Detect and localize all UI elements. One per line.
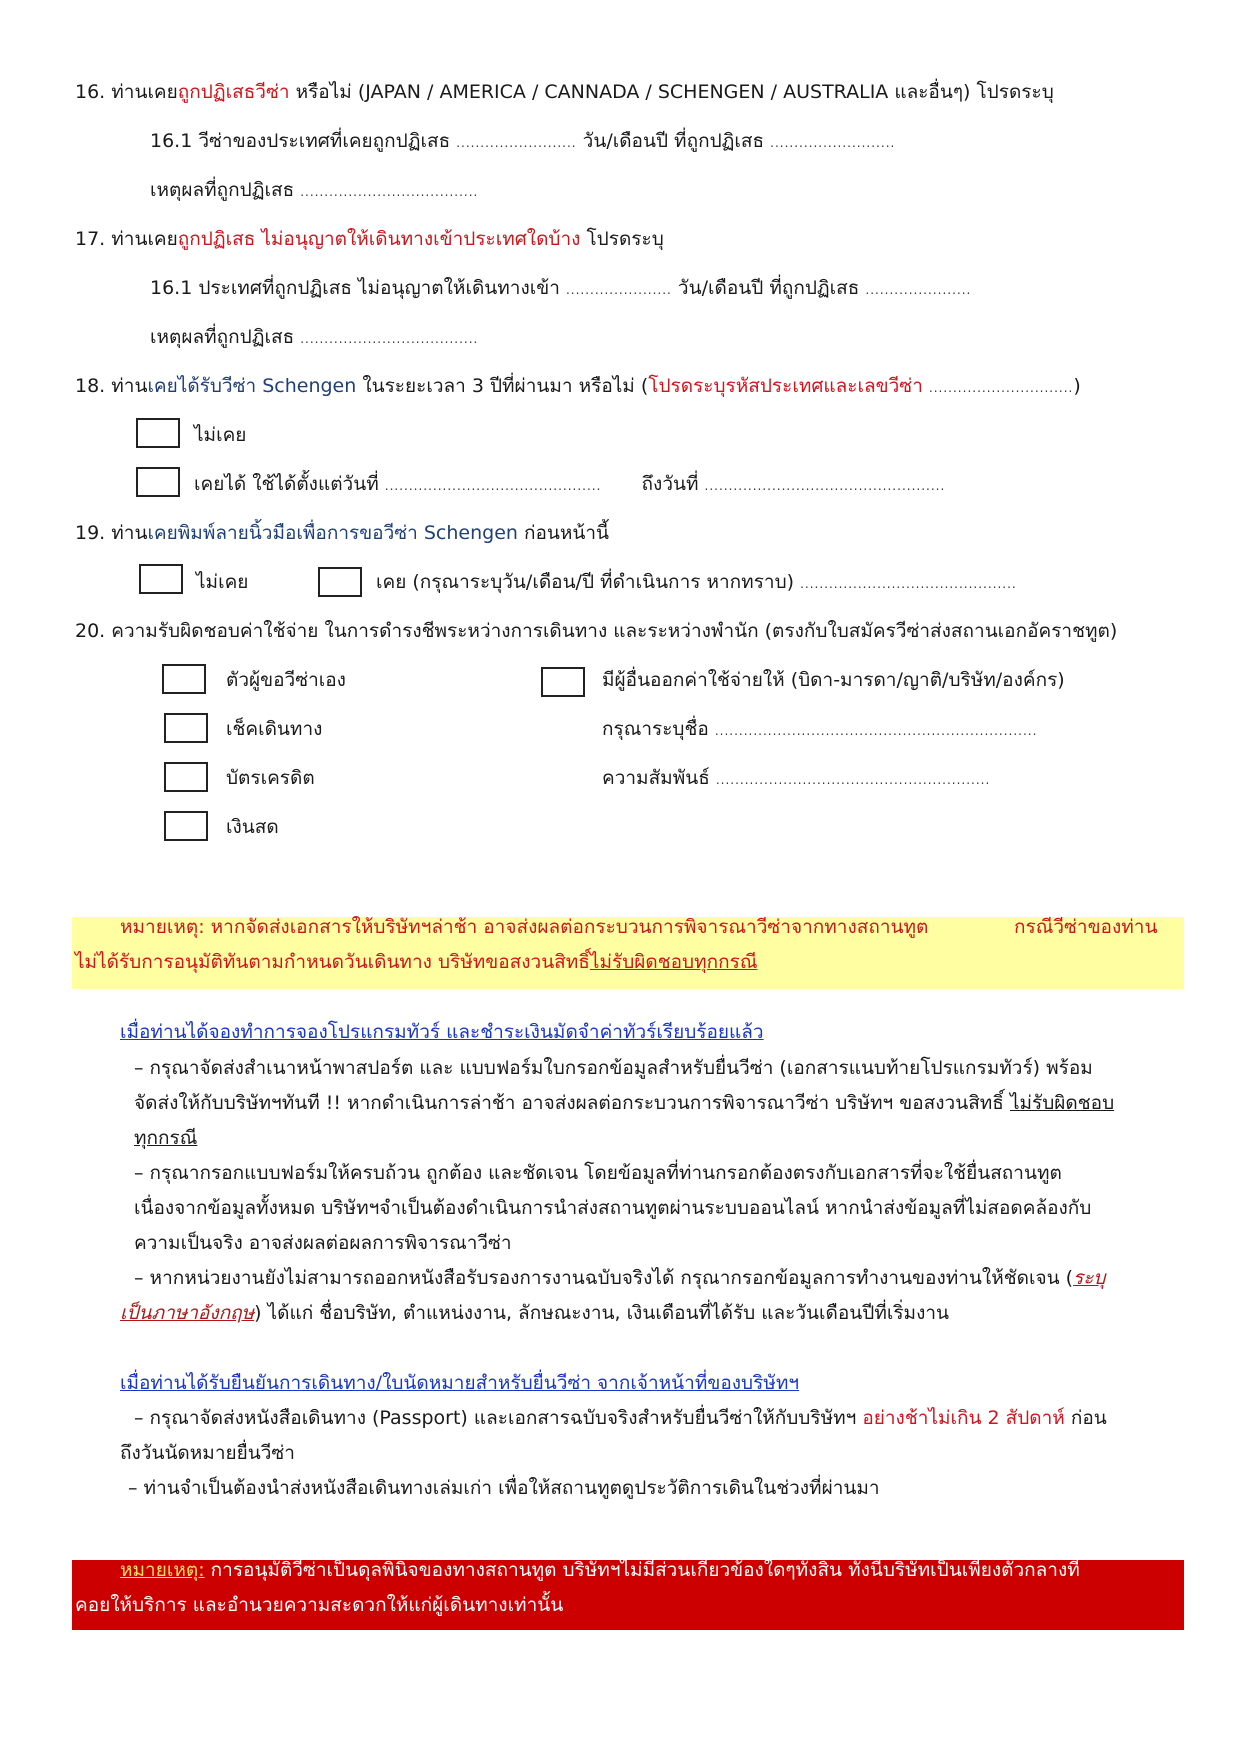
q17-date-label: วัน/เดือนปี ที่ถูกปฏิเสธ bbox=[677, 277, 860, 299]
q16-date-label: วัน/เดือนปี ที่ถูกปฏิเสธ bbox=[582, 130, 765, 152]
q16-prefix: 16. ท่านเคย bbox=[75, 81, 178, 103]
section2-b1-l2: ถึงวันนัดหมายยื่นวีซ่า bbox=[120, 1442, 295, 1464]
q16-country-field[interactable]: ......................... bbox=[456, 136, 577, 150]
q20-self-label: ตัวผู้ขอวีซ่าเอง bbox=[226, 669, 346, 691]
q20-title: 20. ความรับผิดชอบค่าใช้จ่าย ในการดำรงชีพระหว่างการเดินทาง และระหว่างพำนัก (ตรงกับใบสมัครวีซ่าส่งสถานเอกอัคราชทูต) bbox=[75, 620, 1118, 642]
q19-never-checkbox[interactable] bbox=[139, 564, 183, 594]
q20-relation-field[interactable]: ......................................................... bbox=[715, 773, 991, 787]
q18-yes-line bbox=[194, 472, 945, 498]
q17-suffix: โปรดระบุ bbox=[580, 228, 664, 250]
q19-suffix: ก่อนหน้านี้ bbox=[517, 522, 610, 544]
section2-heading[interactable]: เมื่อท่านได้รับยืนยันการเดินทาง/ใบนัดหมายสำหรับยื่นวีซ่า จากเจ้าหน้าที่ของบริษัทฯ bbox=[120, 1372, 800, 1394]
section1-heading[interactable]: เมื่อท่านได้จองทำการจองโปรแกรมทัวร์ และชำระเงินมัดจำค่าทัวร์เรียบร้อยแล้ว bbox=[120, 1021, 764, 1043]
q18-line bbox=[75, 374, 1081, 400]
note2-line1 bbox=[120, 1558, 1080, 1582]
q20-relation-line bbox=[602, 766, 990, 792]
q19-yes-line bbox=[376, 570, 1017, 596]
q18-close: ) bbox=[1073, 375, 1081, 397]
section1-b1-l2 bbox=[134, 1091, 1114, 1115]
q18-prefix: 18. ท่าน bbox=[75, 375, 148, 397]
note1-line2b: ไม่รับผิดชอบทุกกรณี bbox=[589, 951, 758, 973]
q20-cash-checkbox[interactable] bbox=[164, 811, 208, 841]
section1-b3-l1 bbox=[134, 1266, 1106, 1290]
q17-date-field[interactable]: ...................... bbox=[865, 283, 972, 297]
q18-from-field[interactable]: ............................................. bbox=[384, 479, 602, 493]
note1-line1a: หมายเหตุ: หากจัดส่งเอกสารให้บริษัทฯล่าช้า อาจส่งผลต่อกระบวนการพิจารณาวีซ่าจากทางสถานทูต bbox=[120, 916, 929, 938]
q18-to-label: ถึงวันที่ bbox=[641, 473, 699, 495]
section2-b1-l1c: ก่อน bbox=[1064, 1407, 1107, 1429]
section1-b2-l1: – กรุณากรอกแบบฟอร์มให้ครบถ้วน ถูกต้อง และชัดเจน โดยข้อมูลที่ท่านกรอกต้องตรงกับเอกสารที่จะใช้ยื่นสถานทูต bbox=[134, 1162, 1062, 1184]
section1-b3-l1a: – หากหน่วยงานยังไม่สามารถออกหนังสือรับรองการงานฉบับจริงได้ กรุณากรอกข้อมูลการทำงานของท่านให้ชัดเจน ( bbox=[134, 1267, 1074, 1289]
q18-never-checkbox[interactable] bbox=[136, 418, 180, 448]
section1-b2-l2: เนื่องจากข้อมูลทั้งหมด บริษัทฯจำเป็นต้องดำเนินการนำส่งสถานทูตผ่านระบบออนไลน์ หากนำส่งข้อมูลที่ไม่สอดคล้องกับ bbox=[134, 1197, 1092, 1219]
note2-line1-text: การอนุมัติวีซ่าเป็นดุลพินิจของทางสถานทูต บริษัทฯไม่มีส่วนเกี่ยวข้องใดๆทั้งสิ้น ทั้งนี้บริษัทเป็นเพียงตัวกลางที่ bbox=[204, 1559, 1080, 1581]
section2-b1-l1b: อย่างช้าไม่เกิน 2 สัปดาห์ bbox=[862, 1407, 1065, 1429]
q20-relation-label: ความสัมพันธ์ bbox=[602, 767, 710, 789]
q20-other-checkbox[interactable] bbox=[541, 667, 585, 697]
section1-b1-l3: ทุกกรณี bbox=[134, 1127, 198, 1149]
q18-highlight: เคยได้รับวีซ่า Schengen bbox=[147, 375, 357, 397]
q19-yes-label: เคย (กรุณาระบุวัน/เดือน/ปี ที่ดำเนินการ หากทราบ) bbox=[376, 571, 795, 593]
q20-other-label: มีผู้อื่นออกค่าใช้จ่ายให้ (บิดา-มารดา/ญาติ/บริษัท/องค์กร) bbox=[602, 669, 1065, 691]
note1-line1b: กรณีวีซ่าของท่าน bbox=[1014, 916, 1158, 938]
q19-line bbox=[75, 521, 609, 545]
q16-sub1 bbox=[150, 129, 895, 155]
q20-card-checkbox[interactable] bbox=[164, 762, 208, 792]
section2-b1-l1a: – กรุณาจัดส่งหนังสือเดินทาง (Passport) และเอกสารฉบับจริงสำหรับยื่นวีซ่าให้กับบริษัทฯ bbox=[134, 1407, 863, 1429]
q18-red-note: โปรดระบุรหัสประเทศและเลขวีซ่า bbox=[648, 375, 923, 397]
q16-line bbox=[75, 80, 1054, 104]
section2-b1-l1 bbox=[134, 1406, 1107, 1430]
q17-sub1 bbox=[150, 276, 971, 302]
section1-b3-l2 bbox=[120, 1301, 949, 1325]
q17-line bbox=[75, 227, 664, 251]
q17-highlight: ถูกปฏิเสธ ไม่อนุญาตให้เดินทางเข้าประเทศใดบ้าง bbox=[177, 228, 581, 250]
q16-reason bbox=[150, 178, 478, 204]
section1-b1-l2b: ไม่รับผิดชอบ bbox=[1009, 1092, 1115, 1114]
q17-prefix: 17. ท่านเคย bbox=[75, 228, 178, 250]
section2-b2: – ท่านจำเป็นต้องนำส่งหนังสือเดินทางเล่มเก่า เพื่อให้สถานทูตดูประวัติการเดินในช่วงที่ผ่านมา bbox=[128, 1477, 880, 1499]
q19-highlight: เคยพิมพ์ลายนิ้วมือเพื่อการขอวีซ่า Schengen bbox=[147, 522, 518, 544]
q19-prefix: 19. ท่าน bbox=[75, 522, 148, 544]
q16-reason-field[interactable]: ..................................... bbox=[300, 185, 479, 199]
q20-name-label: กรุณาระบุชื่อ bbox=[602, 718, 709, 740]
q16-suffix: หรือไม่ (JAPAN / AMERICA / CANNADA / SCHENGEN / AUSTRALIA และอื่นๆ) โปรดระบุ bbox=[289, 81, 1054, 103]
q18-middle: ในระยะเวลา 3 ปีที่ผ่านมา หรือไม่ ( bbox=[356, 375, 649, 397]
q20-cheque-checkbox[interactable] bbox=[164, 713, 208, 743]
note1-line2a: ไม่ได้รับการอนุมัติทันตามกำหนดวันเดินทาง บริษัทขอสงวนสิทธิ์ bbox=[75, 951, 590, 973]
q20-name-line bbox=[602, 717, 1037, 743]
q17-reason bbox=[150, 325, 478, 351]
section1-b1-l1: – กรุณาจัดส่งสำเนาหน้าพาสปอร์ต และ แบบฟอร์มใบกรอกข้อมูลสำหรับยื่นวีซ่า (เอกสารแนบท้ายโปรแกรมทัวร์) พร้อม bbox=[134, 1057, 1093, 1079]
q17-sub1-label: 16.1 ประเทศที่ถูกปฏิเสธ ไม่อนุญาตให้เดินทางเข้า bbox=[150, 277, 560, 299]
q18-visa-field[interactable]: .............................. bbox=[928, 381, 1074, 395]
q20-cash-label: เงินสด bbox=[226, 816, 279, 838]
q20-cheque-label: เช็คเดินทาง bbox=[226, 718, 323, 740]
note1-line2 bbox=[75, 950, 757, 974]
q19-yes-checkbox[interactable] bbox=[318, 567, 362, 597]
section1-b2-l3: ความเป็นจริง อาจส่งผลต่อผลการพิจารณาวีซ่า bbox=[134, 1232, 512, 1254]
section1-b3-l2a: เป็นภาษาอังกฤษ bbox=[120, 1302, 255, 1324]
note2-label: หมายเหตุ: bbox=[120, 1559, 205, 1581]
q18-to-field[interactable]: .................................................. bbox=[704, 479, 946, 493]
q18-never-label: ไม่เคย bbox=[194, 424, 247, 446]
q16-date-field[interactable]: .......................... bbox=[770, 136, 896, 150]
q17-reason-label: เหตุผลที่ถูกปฏิเสธ bbox=[150, 326, 295, 348]
q19-date-field[interactable]: ............................................. bbox=[800, 577, 1017, 591]
q16-highlight: ถูกปฏิเสธวีซ่า bbox=[177, 81, 290, 103]
q16-sub1-label: 16.1 วีซ่าของประเทศที่เคยถูกปฏิเสธ bbox=[150, 130, 451, 152]
q18-yes-checkbox[interactable] bbox=[136, 467, 180, 497]
q17-reason-field[interactable]: ..................................... bbox=[300, 332, 479, 346]
note2-line2: คอยให้บริการ และอำนวยความสะดวกให้แก่ผู้เดินทางเท่านั้น bbox=[75, 1594, 564, 1616]
section1-b3-l2b: ) ได้แก่ ชื่อบริษัท, ตำแหน่งงาน, ลักษณะงาน, เงินเดือนที่ได้รับ และวันเดือนปีที่เริ่มงาน bbox=[254, 1302, 950, 1324]
section1-b3-l1b: ระบุ bbox=[1073, 1267, 1106, 1289]
q18-yes-label: เคยได้ ใช้ได้ตั้งแต่วันที่ bbox=[194, 473, 379, 495]
q20-name-field[interactable]: ................................................................... bbox=[714, 724, 1038, 738]
section1-b1-l2a: จัดส่งให้กับบริษัทฯทันที !! หากดำเนินการล่าช้า อาจส่งผลต่อกระบวนการพิจารณาวีซ่า บริษัทฯ ขอสงวนสิทธิ์ bbox=[134, 1092, 1010, 1114]
q17-country-field[interactable]: ...................... bbox=[565, 283, 672, 297]
q20-card-label: บัตรเครดิต bbox=[226, 767, 315, 789]
q16-reason-label: เหตุผลที่ถูกปฏิเสธ bbox=[150, 179, 295, 201]
q20-self-checkbox[interactable] bbox=[162, 664, 206, 694]
q19-never-label: ไม่เคย bbox=[196, 571, 249, 593]
